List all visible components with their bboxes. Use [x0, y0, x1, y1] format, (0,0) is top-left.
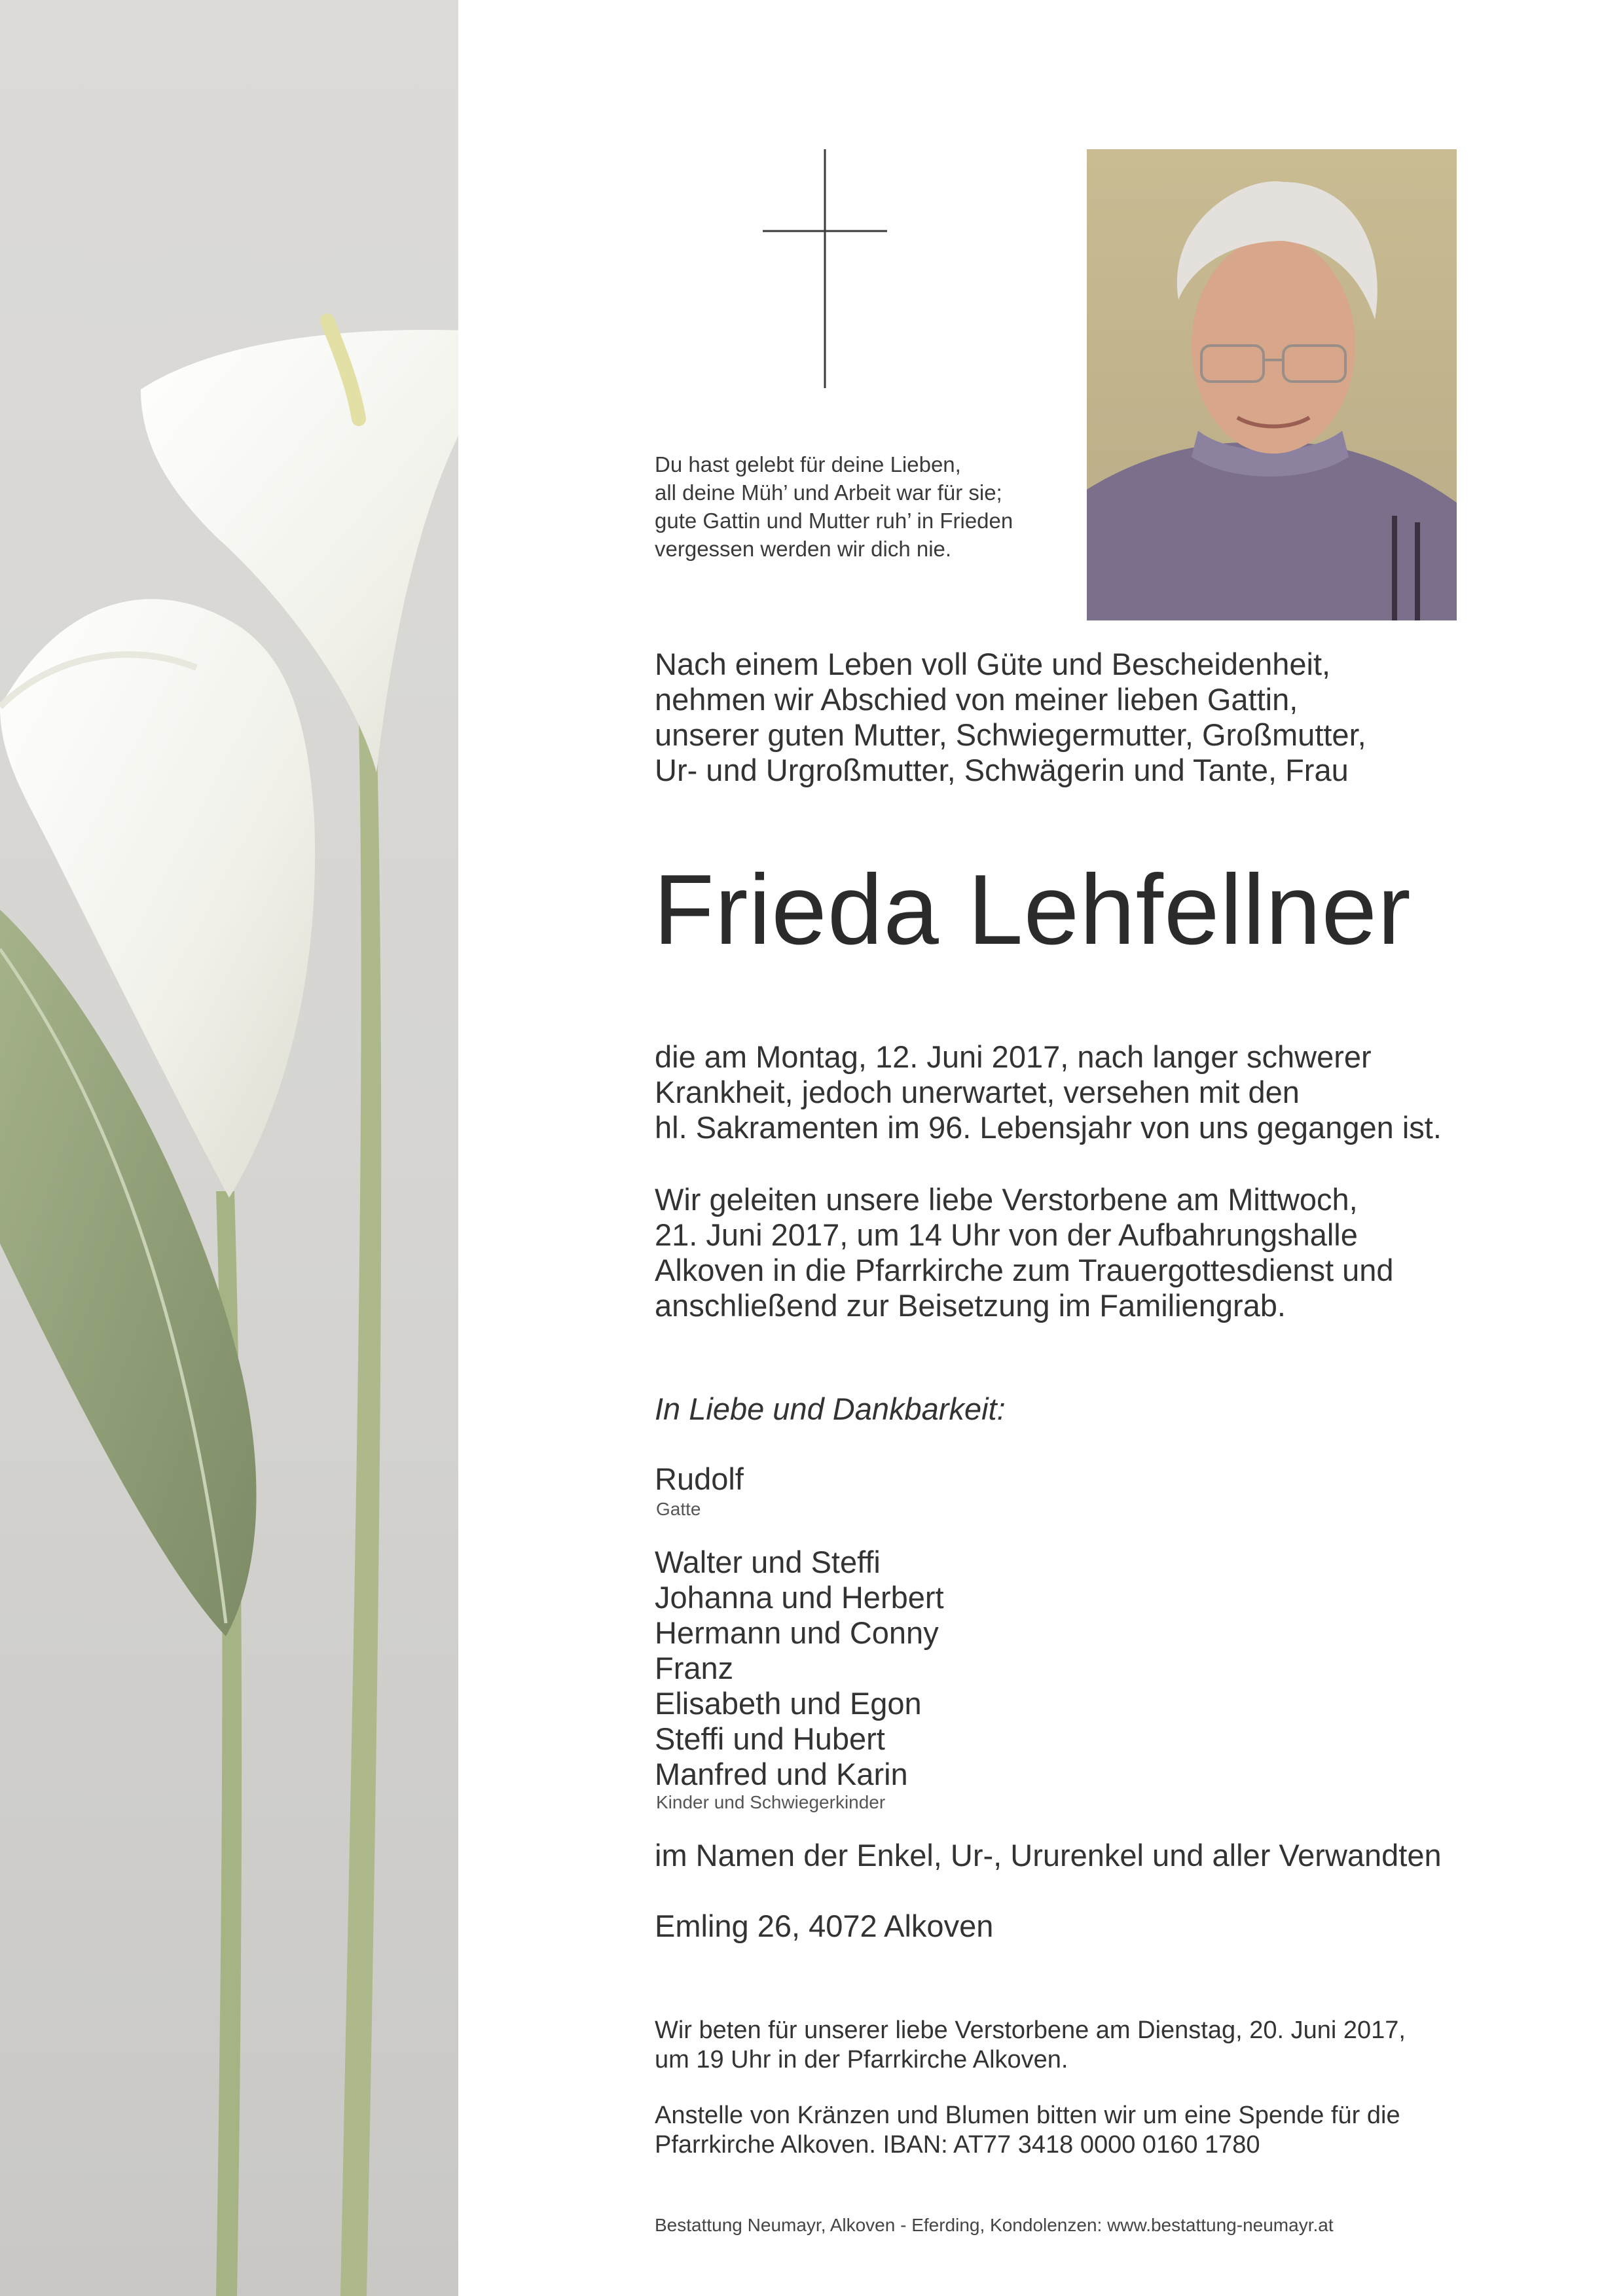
- poem-line: all deine Müh’ und Arbeit war für sie;: [655, 480, 1002, 505]
- children-list: [655, 1545, 944, 1792]
- donation-notice: [655, 2101, 1506, 2160]
- death-notice: [655, 1039, 1506, 1145]
- poem: [655, 450, 1074, 563]
- list-item: Steffi und Hubert: [655, 1721, 885, 1756]
- intro-line: Nach einem Leben voll Güte und Bescheidenheit,: [655, 647, 1331, 681]
- intro-line: nehmen wir Abschied von meiner lieben Gattin,: [655, 682, 1298, 717]
- husband-role: Gatte: [656, 1499, 701, 1519]
- funeral-notice-line: Wir geleiten unsere liebe Verstorbene am Mittwoch,: [655, 1182, 1358, 1217]
- intro-line: Ur- und Urgroßmutter, Schwägerin und Tante, Frau: [655, 753, 1349, 787]
- footer-credit: Bestattung Neumayr, Alkoven - Eferding, Kondolenzen: www.bestattung-neumayr.at: [655, 2215, 1334, 2235]
- poem-line: gute Gattin und Mutter ruh’ in Frieden: [655, 509, 1013, 533]
- list-item: Elisabeth und Egon: [655, 1686, 922, 1721]
- intro-line: unserer guten Mutter, Schwiegermutter, Großmutter,: [655, 717, 1366, 752]
- funeral-notice-line: 21. Juni 2017, um 14 Uhr von der Aufbahrungshalle: [655, 1217, 1358, 1252]
- list-item: Johanna und Herbert: [655, 1580, 944, 1615]
- poem-line: vergessen werden wir dich nie.: [655, 537, 952, 561]
- funeral-notice-line: Alkoven in die Pfarrkirche zum Trauergottesdienst und: [655, 1253, 1394, 1287]
- list-item: Walter und Steffi: [655, 1545, 881, 1579]
- list-item: Franz: [655, 1651, 734, 1685]
- deceased-name: Frieda Lehfellner: [653, 854, 1412, 965]
- prayer-notice-line: um 19 Uhr in der Pfarrkirche Alkoven.: [655, 2046, 1068, 2073]
- death-notice-line: hl. Sakramenten im 96. Lebensjahr von uns gegangen ist.: [655, 1110, 1442, 1145]
- prayer-notice: [655, 2016, 1506, 2075]
- funeral-notice-line: anschließend zur Beisetzung im Familiengrab.: [655, 1288, 1286, 1323]
- intro-text: [655, 647, 1506, 788]
- relatives-line: im Namen der Enkel, Ur-, Ururenkel und aller Verwandten: [655, 1838, 1442, 1873]
- poem-line: Du hast gelebt für deine Lieben,: [655, 452, 961, 476]
- calla-lily-image: [0, 0, 458, 2296]
- list-item: Manfred und Karin: [655, 1757, 908, 1791]
- husband-name: Rudolf: [655, 1462, 744, 1496]
- children-role: Kinder und Schwiegerkinder: [656, 1792, 886, 1812]
- donation-notice-line: Pfarrkirche Alkoven. IBAN: AT77 3418 0000 0160 1780: [655, 2131, 1260, 2159]
- mourners-heading: In Liebe und Dankbarkeit:: [655, 1391, 1006, 1426]
- address: Emling 26, 4072 Alkoven: [655, 1909, 994, 1943]
- list-item: Hermann und Conny: [655, 1615, 939, 1650]
- death-notice-line: die am Montag, 12. Juni 2017, nach langer schwerer: [655, 1039, 1372, 1074]
- cross-icon: [763, 149, 887, 388]
- prayer-notice-line: Wir beten für unserer liebe Verstorbene am Dienstag, 20. Juni 2017,: [655, 2017, 1406, 2044]
- funeral-notice: [655, 1182, 1506, 1323]
- portrait-photo: [1087, 149, 1457, 620]
- donation-notice-line: Anstelle von Kränzen und Blumen bitten wir um eine Spende für die: [655, 2102, 1400, 2129]
- death-notice-line: Krankheit, jedoch unerwartet, versehen mit den: [655, 1075, 1300, 1109]
